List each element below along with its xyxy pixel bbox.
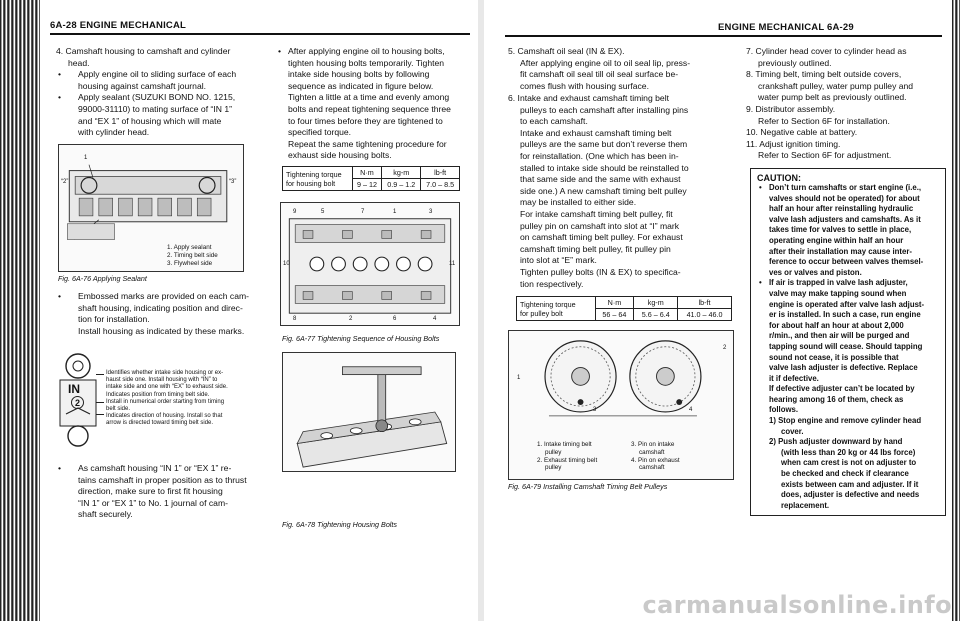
fig79-legend-right: 3. Pin on intake camshaft 4. Pin on exhaust camshaft — [631, 441, 680, 472]
figure-6a-76-sealant — [58, 144, 244, 272]
unit-kgm: kg-m — [382, 167, 421, 179]
emboss-mark-number: 2 — [71, 396, 84, 409]
housing-bolt-torque-table — [282, 166, 460, 191]
scan-binding-left — [0, 0, 40, 621]
caution-substep-2: 2) Push adjuster downward by hand (with less than 20 kg or 44 lbs force) when cam crest is not on adjuster to be checked and check if clearance exists between cam and adjuster. If it does, adjuster is defective and needs replacement. — [769, 437, 920, 510]
fig76-mark-2: “2” — [61, 179, 69, 185]
torque-label-pulley: Tightening torque for pulley bolt — [517, 297, 596, 321]
col4-steps: 7. Cylinder head cover to cylinder head as previously outlined. 8. Timing belt, timing belt outside covers, crankshaft pulley, water pump pulley and water pump belt as previously outlined. 9. Distributor assembly. Refer to Section 6F for installation. 10. Negative cable at battery. 11. Adjust ignition timing. Refer to Section 6F for adjustment. — [746, 46, 914, 161]
pulley-value-nm: 56 – 64 — [595, 309, 634, 321]
pulley-unit-lbft: lb-ft — [678, 297, 732, 309]
fig77-caption: Fig. 6A-77 Tightening Sequence of Housing Bolts — [282, 334, 440, 343]
torque-wrench-illustration — [283, 353, 455, 471]
figure-6a-79-pulleys — [508, 330, 734, 480]
pulley-callout-2: 2 — [723, 345, 727, 351]
seq-bottom-8: 8 — [293, 316, 297, 322]
value-kgm: 0.9 – 1.2 — [382, 179, 421, 191]
left-page-header: 6A-28 ENGINE MECHANICAL — [50, 20, 187, 31]
fig76-mark-1: 1 — [84, 155, 88, 161]
figure-6a-77-sequence — [280, 202, 460, 326]
page-gutter — [478, 0, 484, 621]
caution-bullet-1: • Don’t turn camshafts or start engine (i.e., valves should not be operated) for about half an hour after reinstalling hydraulic valve lash adjusters and camshafts. As it takes time for valves to settle in place, operating engine within half an hour after their installation may cause inter- ference to occur between valves themsel- ves or valves and piston. — [757, 183, 939, 278]
col1-bullet4: • As camshaft housing “IN 1” or “EX 1” re- tains camshaft in proper position as to thrust direction, make sure to first fit housing “IN 1” or “EX 1” to No. 1 journal of cam- shaft securely. — [56, 463, 268, 521]
seq-bottom-2: 2 — [349, 316, 353, 322]
pulley-unit-kgm: kg-m — [634, 297, 678, 309]
pulley-unit-nm: N·m — [595, 297, 634, 309]
col1-bullet3: • Embossed marks are provided on each cam- shaft housing, indicating position and direc- tion for installation. Install housing as indicated by these marks. — [56, 291, 268, 337]
left-header-rule — [50, 33, 470, 35]
pulley-bolt-torque-table — [516, 296, 732, 321]
seq-bottom-6: 6 — [393, 316, 397, 322]
value-nm: 9 – 12 — [352, 179, 382, 191]
pulley-callout-1: 1 — [517, 375, 521, 381]
col1-step4: 4. Camshaft housing to camshaft and cylinder head. • Apply engine oil to sliding surface of each housing against camshaft journal. • Apply sealant (SUZUKI BOND NO. 1215, 99000-31110) to mating surface of “IN 1” and “EX 1” of housing which will mate with cylinder head. — [56, 46, 268, 139]
value-lbft: 7.0 – 8.5 — [421, 179, 460, 191]
col1-bullet1: • Apply engine oil to sliding surface of each housing against camshaft journal. — [56, 69, 268, 92]
right-page-header: ENGINE MECHANICAL 6A-29 — [718, 22, 854, 33]
emboss-notes: Identifies whether intake side housing or ex- haust side one. Install housing with “IN” to intake side and one with “EX” to exhaust side. Indicates position from timing belt side. Install in numerical order starting from timing belt side. Indicates direction of housing. Install so that arrow is directed toward timing belt side. — [106, 370, 228, 427]
fig78-caption: Fig. 6A-78 Tightening Housing Bolts — [282, 520, 397, 529]
emboss-marks-figure — [58, 352, 268, 450]
seq-mid-11: 11 — [449, 261, 456, 267]
caution-bullet-2: • If air is trapped in valve lash adjuster, valve may make tapping sound when engine is operated after valve lash adjust- er is installed. In such a case, run engine for about half an hour at about 2,000 r/min., and then air will be purged and tapping sound will cease. Should tapping sound not cease, it is possible that valve lash adjuster is defective. Replace it if defective. If defective adjuster can’t be located by hearing among 16 of them, check as follows. — [757, 278, 939, 416]
col1-bullet2: • Apply sealant (SUZUKI BOND NO. 1215, 99000-31110) to mating surface of “IN 1” and “EX 1” of housing which will mate with cylinder head. — [56, 92, 268, 138]
torque-label-housing: Tightening torque for housing bolt — [283, 167, 353, 191]
figure-6a-78-tightening — [282, 352, 456, 472]
col3-step5: 5. Camshaft oil seal (IN & EX). After applying engine oil to oil seal lip, press- fit camshaft oil seal till oil seal surface be- comes flush with housing surface. — [508, 46, 691, 91]
seq-top-5: 5 — [321, 209, 325, 215]
fig79-legend-left: 1. Intake timing belt pulley 2. Exhaust timing belt pulley — [537, 441, 598, 472]
caution-title: CAUTION: — [757, 173, 801, 183]
col2-tighten-bullet: • After applying engine oil to housing bolts, tighten housing bolts temporarily. Tighten intake side housing bolts by following sequence as indicated in figure below. Tighten a little at a time and evenly among bolts and repeat tightening sequence three to four times before they are tightened to specified torque. Repeat the same tightening procedure for exhaust side housing bolts. — [276, 46, 472, 162]
caution-body — [757, 183, 939, 511]
unit-nm: N·m — [352, 167, 382, 179]
emboss-mark-in: IN — [68, 382, 80, 396]
seq-bottom-4: 4 — [433, 316, 437, 322]
seq-top-3: 3 — [429, 209, 433, 215]
seq-top-7: 7 — [361, 209, 365, 215]
pulley-callout-4: 4 — [689, 407, 693, 413]
pulley-value-lbft: 41.0 – 46.0 — [678, 309, 732, 321]
fig79-caption: Fig. 6A-79 Installing Camshaft Timing Belt Pulleys — [508, 482, 668, 491]
scan-binding-right — [952, 0, 960, 621]
fig76-caption: Fig. 6A-76 Applying Sealant — [58, 274, 147, 283]
caution-substep-1: 1) Stop engine and remove cylinder head cover. — [769, 416, 922, 436]
caution-box — [750, 168, 946, 516]
pulley-callout-3: 3 — [593, 407, 597, 413]
fig76-legend: 1. Apply sealant 2. Timing belt side 3. Flywheel side — [167, 244, 218, 267]
pulley-value-kgm: 5.6 – 6.4 — [634, 309, 678, 321]
seq-mid-10: 10 — [283, 261, 290, 267]
col3-step6: 6. Intake and exhaust camshaft timing belt pulleys to each camshaft after installing pins to each camshaft. Intake and exhaust camshaft timing belt pulleys are the same but don’t reverse them for reinstallation. (One which has been in- stalled to intake side should be reinstalled to that same side and the same with exhaust side one.) A new camshaft timing belt pulley may be installed to either side. For intake camshaft timing belt pulley, fit pulley pin on camshaft into slot at “I” mark on camshaft timing belt pulley. For exhaust camshaft timing belt pulley, fit pulley pin into slot at “E” mark. Tighten pulley bolts (IN & EX) to specifica- tion respectively. — [508, 93, 689, 289]
seq-top-1: 1 — [393, 209, 397, 215]
seq-top-9: 9 — [293, 209, 297, 215]
unit-lbft: lb-ft — [421, 167, 460, 179]
right-header-rule — [505, 35, 942, 37]
watermark: carmanualsonline.info — [642, 591, 952, 619]
bolt-sequence-illustration — [281, 203, 459, 325]
fig76-mark-3: “3” — [229, 179, 237, 185]
